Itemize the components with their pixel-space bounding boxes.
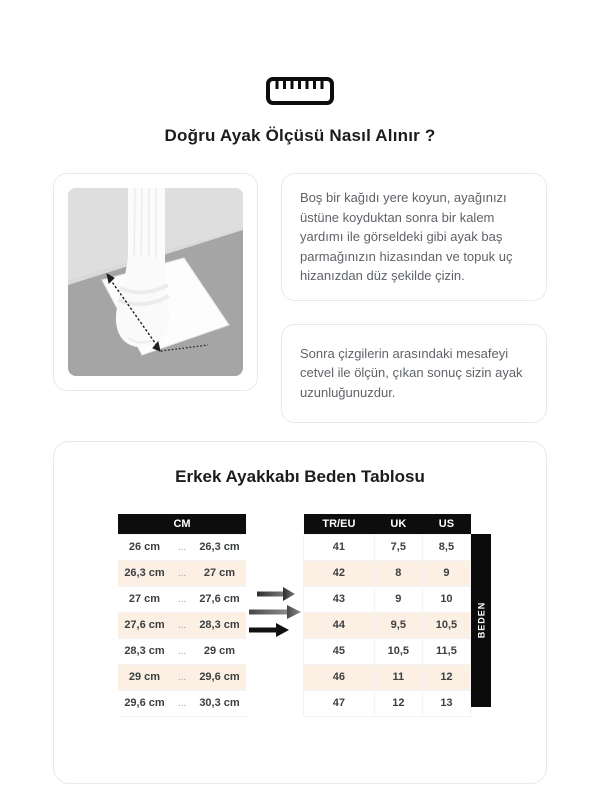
range-separator: ... bbox=[171, 664, 193, 690]
range-separator: ... bbox=[171, 560, 193, 586]
instruction-step-2 bbox=[281, 324, 547, 423]
measurement-photo-card bbox=[53, 173, 258, 391]
cm-row: 26 cm ... 26,3 cm bbox=[118, 534, 246, 560]
cm-row: 29 cm ... 29,6 cm bbox=[118, 664, 246, 690]
foot-measurement-photo bbox=[68, 188, 243, 376]
size-table-section bbox=[53, 441, 547, 784]
page-title: Doğru Ayak Ölçüsü Nasıl Alınır ? bbox=[164, 126, 436, 145]
size-row: 45 10,5 11,5 bbox=[304, 638, 471, 664]
size-tables bbox=[118, 514, 546, 717]
range-separator: ... bbox=[171, 534, 193, 560]
intl-table-wrap bbox=[303, 514, 491, 717]
size-row: 47 12 13 bbox=[304, 690, 471, 716]
col-uk: UK bbox=[374, 514, 422, 535]
instruction-step-2-text: Sonra çizgilerin arasındaki mesafeyi cetvel ile ölçün, çıkan sonuç sizin ayak uzunluğunuzdur. bbox=[300, 345, 523, 400]
intl-header-row bbox=[304, 514, 471, 535]
conversion-arrows-icon bbox=[246, 586, 303, 638]
instructions-section bbox=[53, 173, 547, 423]
size-row: 44 9,5 10,5 bbox=[304, 612, 471, 638]
cm-table bbox=[118, 514, 246, 717]
size-row: 42 8 9 bbox=[304, 560, 471, 586]
cm-row: 27,6 cm ... 28,3 cm bbox=[118, 612, 246, 638]
size-row: 41 7,5 8,5 bbox=[304, 534, 471, 560]
instruction-step-1-text: Boş bir kağıdı yere koyun, ayağınızı üstüne koyduktan sonra bir kalem yardımı ile görseldeki gibi ayak baş parmağınızın hizasından ve topuk uç hizanızdan düz şekilde çizin. bbox=[300, 190, 513, 283]
range-separator: ... bbox=[171, 638, 193, 664]
ruler-icon bbox=[0, 0, 600, 106]
cm-row: 27 cm ... 27,6 cm bbox=[118, 586, 246, 612]
size-row: 43 9 10 bbox=[304, 586, 471, 612]
cm-row: 26,3 cm ... 27 cm bbox=[118, 560, 246, 586]
instruction-steps bbox=[281, 173, 547, 423]
beden-vertical-label: BEDEN bbox=[471, 534, 491, 707]
instruction-step-1 bbox=[281, 173, 547, 301]
range-separator: ... bbox=[171, 612, 193, 638]
cm-row: 29,6 cm ... 30,3 cm bbox=[118, 690, 246, 716]
range-separator: ... bbox=[171, 690, 193, 716]
range-separator: ... bbox=[171, 586, 193, 612]
cm-table-header: CM bbox=[118, 514, 246, 535]
size-row: 46 11 12 bbox=[304, 664, 471, 690]
cm-row: 28,3 cm ... 29 cm bbox=[118, 638, 246, 664]
section-title: Erkek Ayakkabı Beden Tablosu bbox=[175, 466, 425, 486]
col-us: US bbox=[422, 514, 470, 535]
international-size-table bbox=[303, 514, 471, 717]
col-tr-eu: TR/EU bbox=[304, 514, 375, 535]
